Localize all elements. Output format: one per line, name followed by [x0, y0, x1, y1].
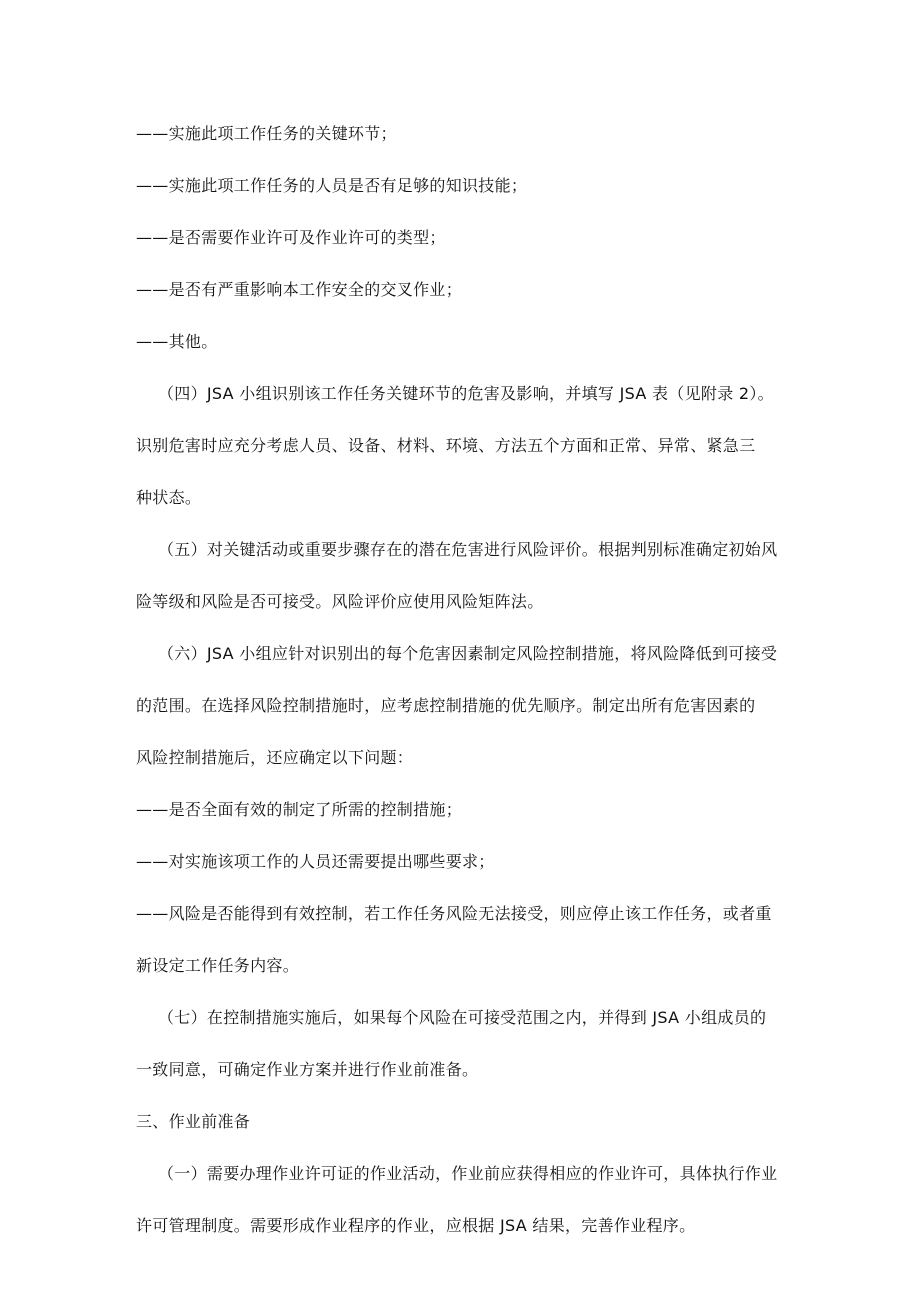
paragraph-6-line-3: 风险控制措施后，还应确定以下问题：: [136, 748, 414, 767]
paragraph-7-line-1: （七）在控制措施实施后，如果每个风险在可接受范围之内，并得到 JSA 小组成员的: [158, 1008, 767, 1027]
paragraph-6-line-2: 的范围。在选择风险控制措施时，应考虑控制措施的优先顺序。制定出所有危害因素的: [136, 696, 756, 715]
list-item-personnel-skills: ——实施此项工作任务的人员是否有足够的知识技能；: [136, 176, 528, 195]
list-item-risk-control-line-2: 新设定工作任务内容。: [136, 956, 300, 975]
section-heading-preparation: 三、作业前准备: [136, 1112, 251, 1131]
paragraph-4-line-2: 识别危害时应充分考虑人员、设备、材料、环境、方法五个方面和正常、异常、紧急三: [136, 436, 756, 455]
list-item-other: ——其他。: [136, 332, 218, 351]
list-item-control-measures: ——是否全面有效的制定了所需的控制措施；: [136, 800, 463, 819]
paragraph-prep-1-line-2: 许可管理制度。需要形成作业程序的作业，应根据 JSA 结果，完善作业程序。: [136, 1216, 696, 1235]
paragraph-7-line-2: 一致同意，可确定作业方案并进行作业前准备。: [136, 1060, 479, 1079]
list-item-cross-operation: ——是否有严重影响本工作安全的交叉作业；: [136, 280, 463, 299]
paragraph-4-line-1: （四）JSA 小组识别该工作任务关键环节的危害及影响，并填写 JSA 表（见附录 2）。: [158, 384, 774, 403]
paragraph-4-line-3: 种状态。: [136, 488, 202, 507]
list-item-risk-control-line-1: ——风险是否能得到有效控制，若工作任务风险无法接受，则应停止该工作任务，或者重: [136, 904, 772, 923]
list-item-work-permit: ——是否需要作业许可及作业许可的类型；: [136, 228, 446, 247]
paragraph-5-line-1: （五）对关键活动或重要步骤存在的潜在危害进行风险评价。根据判别标准确定初始风: [158, 540, 778, 559]
list-item-requirements: ——对实施该项工作的人员还需要提出哪些要求；: [136, 852, 495, 871]
list-item-key-steps: ——实施此项工作任务的关键环节；: [136, 124, 397, 143]
paragraph-6-line-1: （六）JSA 小组应针对识别出的每个危害因素制定风险控制措施，将风险降低到可接受: [158, 644, 778, 663]
paragraph-prep-1-line-1: （一）需要办理作业许可证的作业活动，作业前应获得相应的作业许可，具体执行作业: [158, 1164, 778, 1183]
paragraph-5-line-2: 险等级和风险是否可接受。风险评价应使用风险矩阵法。: [136, 592, 544, 611]
